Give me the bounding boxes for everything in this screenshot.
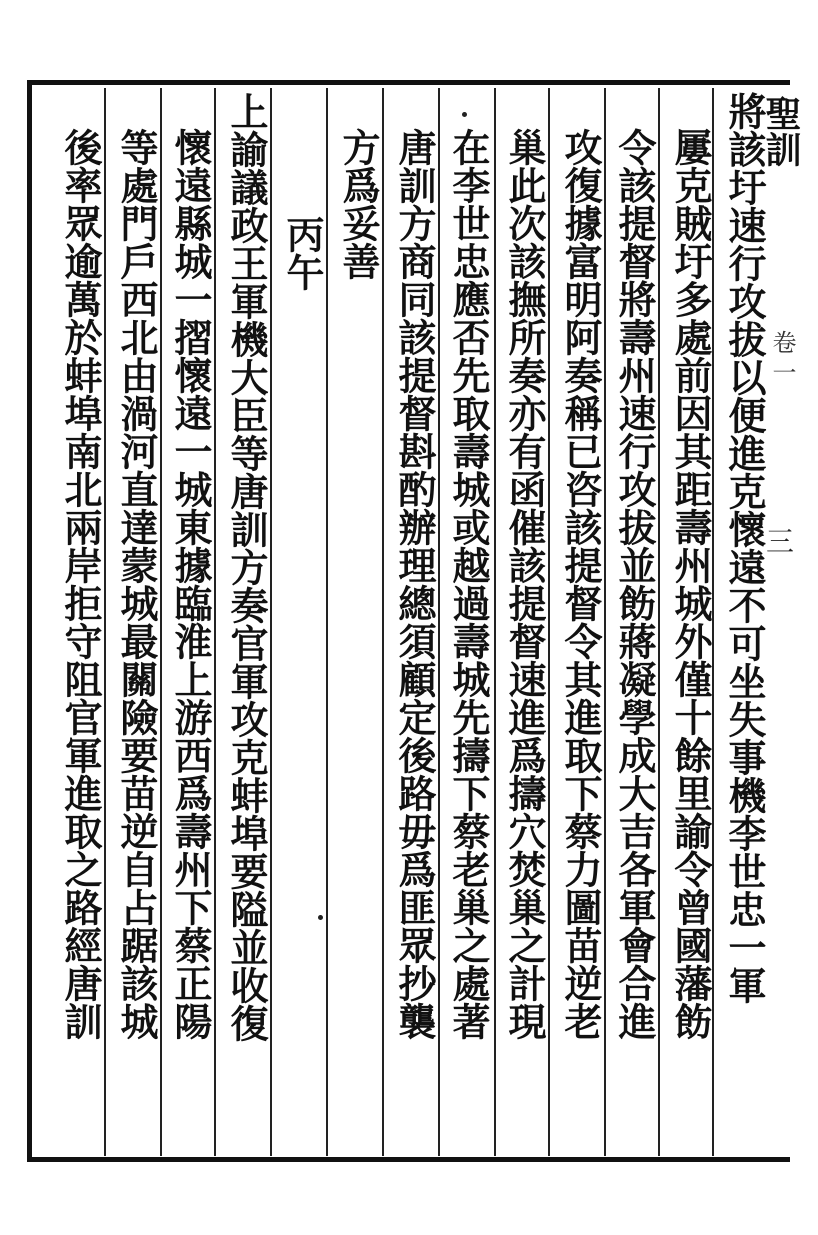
text-column-10: 懷遠縣城一摺懷遠一城東據臨淮上游西爲壽州下蔡正陽 [168, 128, 213, 1040]
column-rule [494, 88, 496, 1156]
text-column-2: 屢克賊圩多處前因其距壽州城外僅十餘里諭令曾國藩飭 [668, 128, 713, 1040]
text-column-7: 唐訓方商同該提督斟酌辦理總須顧定後路毋爲匪眾抄襲 [392, 128, 437, 1040]
ink-dot [318, 915, 323, 920]
text-column-3: 令該提督將壽州速行攻拔並飭蔣凝學成大吉各軍會合進 [612, 128, 657, 1040]
margin-book-title: 聖訓 [760, 95, 802, 167]
date-heading: 丙午 [280, 215, 325, 291]
margin-page-number: 三 [766, 525, 795, 558]
text-column-9: 上諭議政王軍機大臣等唐訓方奏官軍攻克蚌埠要隘並收復 [224, 92, 269, 1042]
text-column-4: 攻復據富明阿奏稱已咨該提督令其進取下蔡力圖苗逆老 [558, 128, 603, 1040]
text-column-12: 後率眾逾萬於蚌埠南北兩岸拒守阻官軍進取之路經唐訓 [58, 128, 103, 1040]
text-column-1: 將該圩速行攻拔以便進克懷遠不可坐失事機李世忠一軍 [722, 92, 767, 1004]
ink-dot [462, 112, 467, 117]
margin-volume-number: 卷一 [768, 330, 796, 390]
text-column-6: 在李世忠應否先取壽城或越過壽城先擣下蔡老巢之處著 [446, 128, 491, 1040]
text-column-11: 等處門戶西北由渦河直達蒙城最關險要苗逆自占踞該城 [114, 128, 159, 1040]
text-column-8: 方爲妥善 [336, 128, 381, 280]
text-column-5: 巢此次該撫所奏亦有函催該提督速進爲擣穴焚巢之計現 [502, 128, 547, 1040]
